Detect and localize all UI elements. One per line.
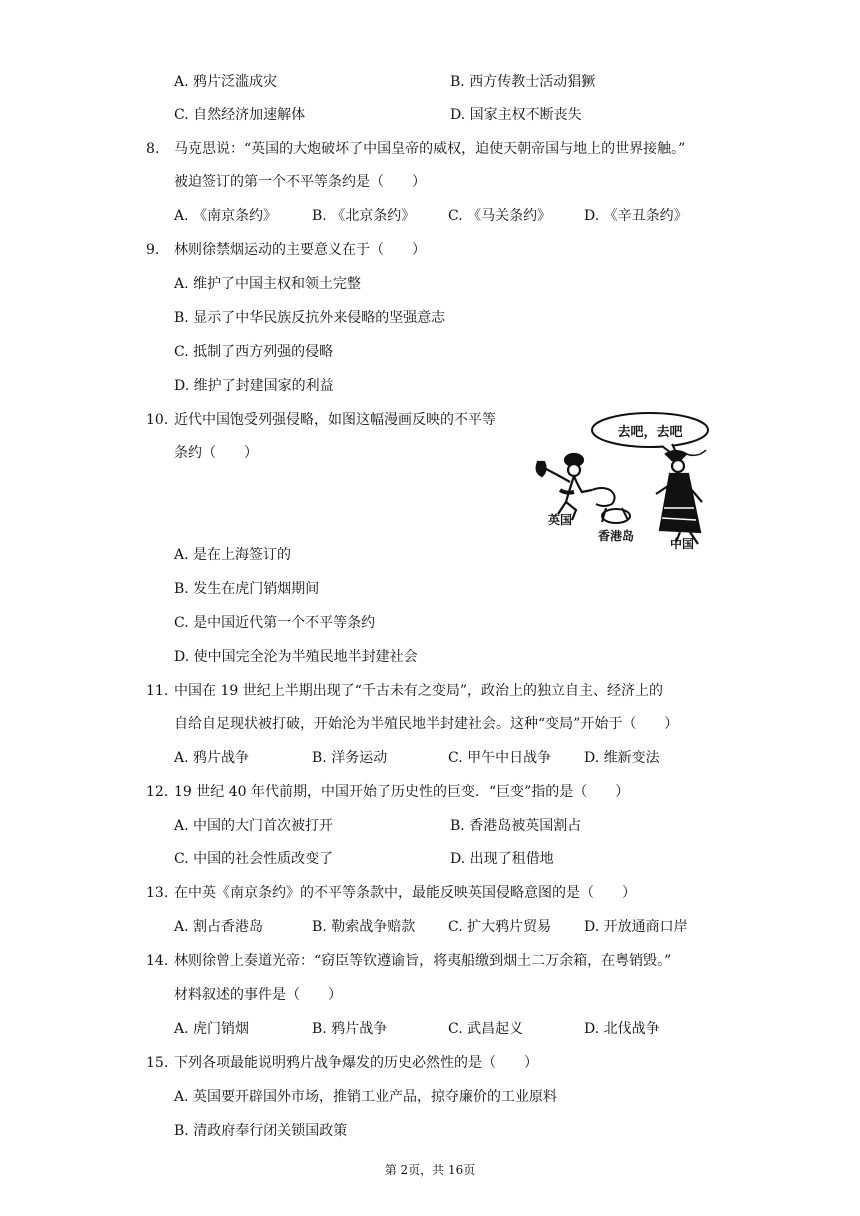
- q11-stem-line1: 中国在 19 世纪上半期出现了“千古未有之变局”，政治上的独立自主、经济上的: [174, 683, 664, 699]
- q12-option-a: A. 中国的大门首次被打开: [174, 818, 334, 834]
- q15-stem: 下列各项最能说明鸦片战争爆发的历史必然性的是（ ）: [174, 1055, 538, 1071]
- q15-number: 15.: [146, 1055, 169, 1071]
- q15-option-b: B. 清政府奉行闭关锁国政策: [174, 1123, 348, 1139]
- q14-option-a: A. 虎门销烟: [174, 1021, 250, 1037]
- q12-option-c: C. 中国的社会性质改变了: [174, 851, 334, 867]
- q9-stem: 林则徐禁烟运动的主要意义在于（ ）: [174, 242, 426, 258]
- q13-option-d: D. 开放通商口岸: [584, 919, 688, 935]
- page-footer: 第 2页，共 16页: [384, 1163, 476, 1177]
- q12-number: 12.: [146, 784, 169, 800]
- cartoon-drawing: [530, 410, 720, 552]
- q10-stem-line1: 近代中国饱受列强侵略，如图这幅漫画反映的不平等: [174, 412, 496, 428]
- q14-option-b: B. 鸦片战争: [312, 1021, 388, 1037]
- speech-bubble-text: 去吧，去吧: [617, 425, 683, 440]
- q9-option-d: D. 维护了封建国家的利益: [174, 378, 334, 394]
- q13-option-c: C. 扩大鸦片贸易: [448, 919, 552, 935]
- china-figure: [656, 450, 706, 544]
- q14-number: 14.: [146, 953, 169, 969]
- q8-option-a: A. 《南京条约》: [174, 208, 278, 224]
- q8-option-c: C. 《马关条约》: [448, 208, 552, 224]
- q14-stem-line1: 林则徐曾上奏道光帝：“窃臣等钦遵谕旨，将夷船缴到烟土二万余箱，在粤销毁。”: [174, 953, 672, 969]
- q12-option-b: B. 香港岛被英国割占: [450, 818, 582, 834]
- q8-option-b: B. 《北京条约》: [312, 208, 416, 224]
- q10-stem-line2: 条约（ ）: [174, 445, 258, 461]
- q11-number: 11.: [146, 683, 169, 699]
- q14-option-d: D. 北伐战争: [584, 1021, 660, 1037]
- label-hong-kong: 香港岛: [597, 529, 635, 543]
- q11-option-a: A. 鸦片战争: [174, 750, 250, 766]
- q10-option-c: C. 是中国近代第一个不平等条约: [174, 615, 376, 631]
- label-britain: 英国: [547, 513, 573, 527]
- q9-option-a: A. 维护了中国主权和领土完整: [174, 276, 362, 292]
- q7-option-d: D. 国家主权不断丧失: [450, 107, 582, 123]
- q9-number: 9.: [146, 242, 160, 258]
- q13-option-b: B. 勒索战争赔款: [312, 919, 416, 935]
- q11-option-b: B. 洋务运动: [312, 750, 388, 766]
- q10-option-d: D. 使中国完全沦为半殖民地半封建社会: [174, 649, 418, 665]
- q7-option-a: A. 鸦片泛滥成灾: [174, 74, 278, 90]
- q10-option-a: A. 是在上海签订的: [174, 547, 292, 563]
- q11-option-c: C. 甲午中日战争: [448, 750, 552, 766]
- q8-option-d: D. 《辛丑条约》: [584, 208, 688, 224]
- hong-kong-figure: [592, 488, 630, 523]
- q10-option-b: B. 发生在虎门销烟期间: [174, 581, 320, 597]
- q8-stem-line1: 马克思说：“英国的大炮破坏了中国皇帝的威权，迫使天朝帝国与地上的世界接触。”: [174, 141, 686, 157]
- q15-option-a: A. 英国要开辟国外市场，推销工业产品，掠夺廉价的工业原料: [174, 1089, 558, 1105]
- q8-number: 8.: [146, 141, 160, 157]
- q13-number: 13.: [146, 885, 169, 901]
- q13-stem: 在中英《南京条约》的不平等条款中，最能反映英国侵略意图的是（ ）: [174, 885, 636, 901]
- cartoon-hong-kong-cession: [530, 410, 720, 552]
- q14-stem-line2: 材料叙述的事件是（ ）: [174, 987, 342, 1003]
- q14-option-c: C. 武昌起义: [448, 1021, 524, 1037]
- label-china: 中国: [669, 537, 695, 551]
- q11-option-d: D. 维新变法: [584, 750, 660, 766]
- q11-stem-line2: 自给自足现状被打破，开始沦为半殖民地半封建社会。这种“变局”开始于（ ）: [174, 716, 679, 732]
- q8-stem-line2: 被迫签订的第一个不平等条约是（ ）: [174, 174, 426, 190]
- q7-option-c: C. 自然经济加速解体: [174, 107, 306, 123]
- q9-option-b: B. 显示了中华民族反抗外来侵略的坚强意志: [174, 310, 446, 326]
- britain-figure: [537, 454, 592, 520]
- q13-option-a: A. 割占香港岛: [174, 919, 264, 935]
- q10-number: 10.: [146, 412, 169, 428]
- q12-option-d: D. 出现了租借地: [450, 851, 554, 867]
- q9-option-c: C. 抵制了西方列强的侵略: [174, 344, 334, 360]
- q7-option-b: B. 西方传教士活动猖獗: [450, 74, 596, 90]
- q12-stem: 19 世纪 40 年代前期，中国开始了历史性的巨变．“巨变”指的是（ ）: [174, 784, 630, 800]
